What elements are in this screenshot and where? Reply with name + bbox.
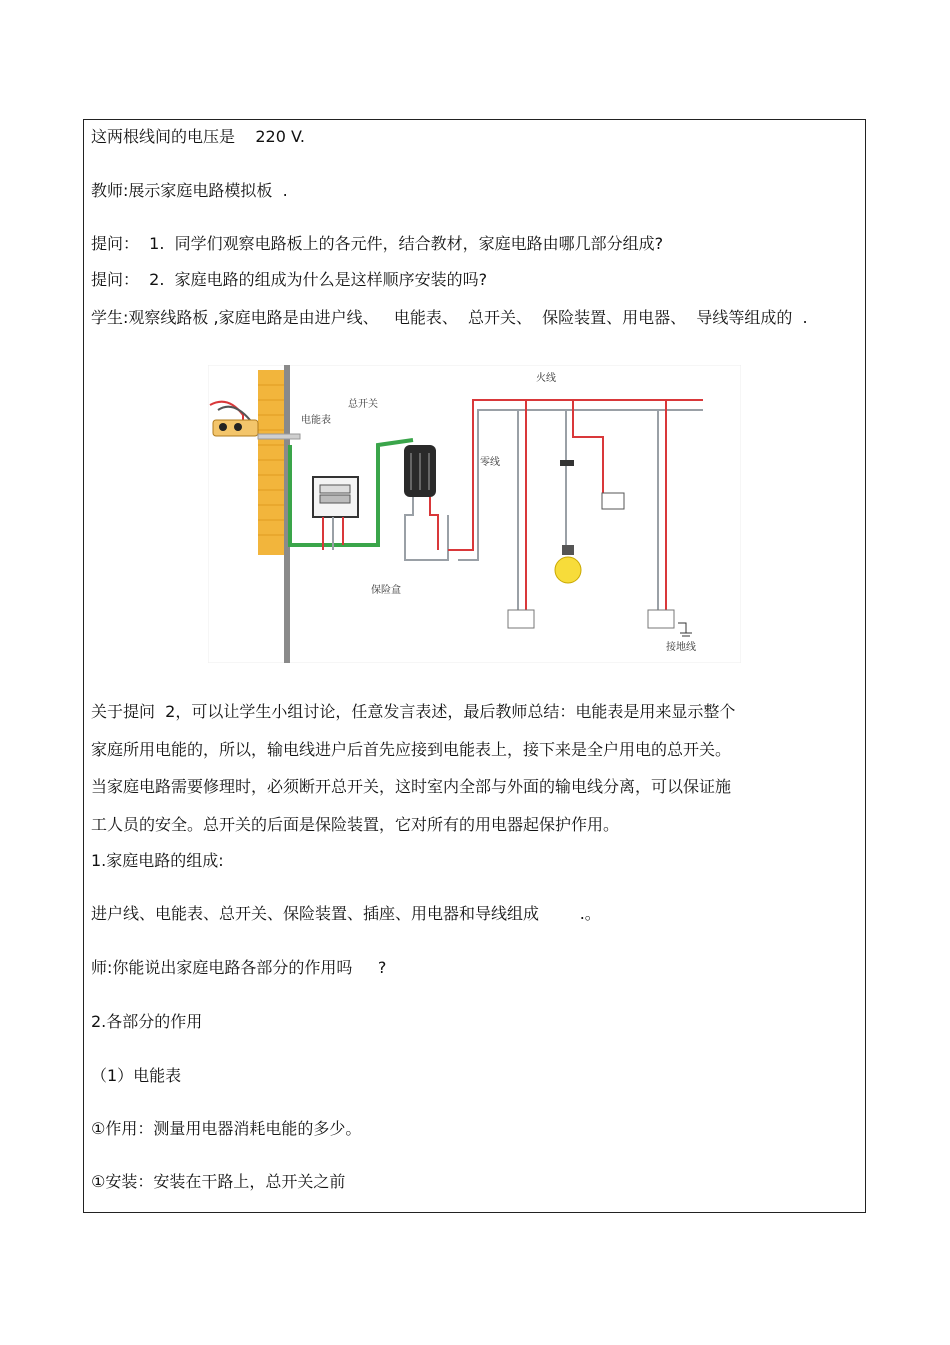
text-line-9: 工人员的安全。总开关的后面是保险装置，它对所有的用电器起保护作用。 [91,815,620,834]
text-line-2: 教师:展示家庭电路模拟板 . [91,181,288,200]
label-neutral-wire: 零线 [480,457,500,468]
text-line-11: 进户线、电能表、总开关、保险装置、插座、用电器和导线组成 .。 [91,904,601,923]
household-circuit-figure [208,365,741,663]
text-line-16: ①安装：安装在干路上，总开关之前 [91,1172,346,1191]
text-line-13: 2.各部分的作用 [91,1012,203,1031]
label-ground-wire: 接地线 [666,642,696,653]
main-switch [404,445,436,497]
text-line-7: 家庭所用电能的，所以，输电线进户后首先应接到电能表上，接下来是全户用电的总开关。 [91,740,732,759]
label-live-wire: 火线 [536,373,556,384]
text-line-15: ①作用：测量用电器消耗电能的多少。 [91,1119,362,1138]
text-line-3: 提问： 1. 同学们观察电路板上的各元件，结合教材，家庭电路由哪几部分组成? [91,234,664,253]
text-line-14: （1）电能表 [91,1066,182,1085]
label-meter: 电能表 [301,415,331,426]
text-line-12: 师:你能说出家庭电路各部分的作用吗 ? [91,958,387,977]
text-line-1: 这两根线间的电压是 220 V. [91,127,305,146]
text-line-8: 当家庭电路需要修理时，必须断开总开关，这时室内全部与外面的输电线分离，可以保证施 [91,777,732,796]
circuit-diagram [208,365,741,663]
text-line-4: 提问： 2. 家庭电路的组成为什么是这样顺序安装的吗? [91,270,488,289]
label-main-switch: 总开关 [348,399,378,410]
label-fuse-box: 保险盒 [371,585,401,596]
text-line-10: 1.家庭电路的组成: [91,851,224,870]
text-line-5: 学生:观察线路板 ,家庭电路是由进户线、 电能表、 总开关、 保险装置、用电器、 导线等组成的 . [91,308,808,327]
text-line-6: 关于提问 2，可以让学生小组讨论，任意发言表述，最后教师总结：电能表是用来显示整个 [91,702,736,721]
wall-switch [602,493,624,509]
